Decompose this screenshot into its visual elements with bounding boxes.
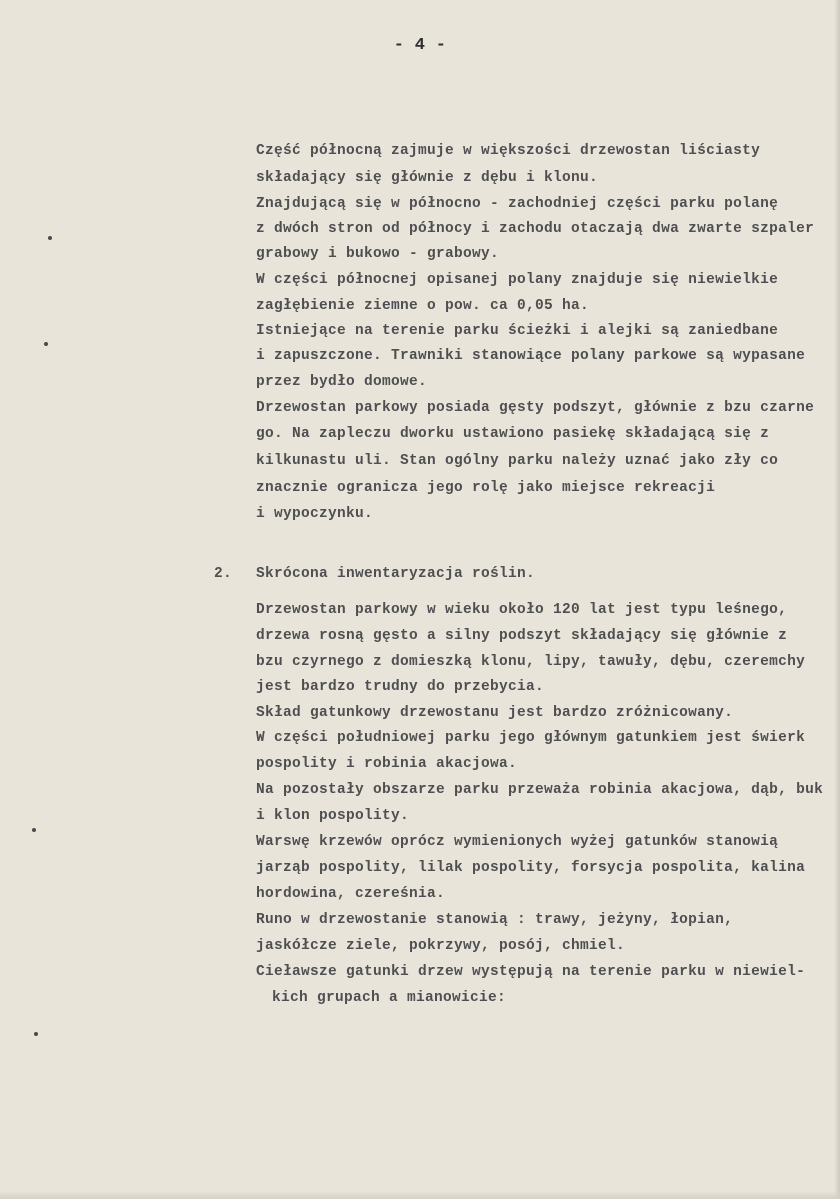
text-line: W części północnej opisanej polany znajduje się niewielkie [256,272,779,288]
text-line: kich grupach a mianowicie: [272,990,507,1006]
binding-hole-mark [34,1032,38,1036]
text-line: jaskółcze ziele, pokrzywy, posój, chmiel. [256,938,626,954]
text-line: Na pozostały obszarze parku przeważa robinia akacjowa, dąb, buk [256,782,824,798]
text-line: pospolity i robinia akacjowa. [256,756,518,772]
text-line: i klon pospolity. [256,808,410,824]
text-line: drzewa rosną gęsto a silny podszyt składający się głównie z [256,628,788,644]
text-line: W części południowej parku jego głównym gatunkiem jest świerk [256,730,806,746]
text-line: bzu czyrnego z domieszką klonu, lipy, tawuły, dębu, czeremchy [256,654,806,670]
text-line: Runo w drzewostanie stanowią : trawy, jeżyny, łopian, [256,912,734,928]
section-title: Skrócona inwentaryzacja roślin. [256,566,536,582]
text-line: Skład gatunkowy drzewostanu jest bardzo zróżnicowany. [256,705,734,721]
text-line: Warswę krzewów oprócz wymienionych wyżej gatunków stanowią [256,834,779,850]
text-line: Znajdującą się w północno - zachodniej części parku polanę [256,196,779,212]
text-line: jest bardzo trudny do przebycia. [256,679,545,695]
page-number: - 4 - [393,36,447,55]
binding-hole-mark [48,236,52,240]
text-line: i zapuszczone. Trawniki stanowiące polany parkowe są wypasane [256,348,806,364]
text-line: Część północną zajmuje w większości drzewostan liściasty [256,143,761,159]
text-line: jarząb pospolity, lilak pospolity, forsycja pospolita, kalina [256,860,806,876]
text-line: Cieławsze gatunki drzew występują na terenie parku w niewiel- [256,964,806,980]
text-line: z dwóch stron od północy i zachodu otaczają dwa zwarte szpaler [256,221,815,237]
text-line: grabowy i bukowo - grabowy. [256,246,500,262]
binding-hole-mark [44,342,48,346]
section-number: 2. [214,566,233,582]
text-line: Istniejące na terenie parku ścieżki i alejki są zaniedbane [256,323,779,339]
text-line: Drzewostan parkowy w wieku około 120 lat jest typu leśnego, [256,602,788,618]
text-line: znacznie ogranicza jego rolę jako miejsce rekreacji [256,480,716,496]
binding-hole-mark [32,828,36,832]
text-line: Drzewostan parkowy posiada gęsty podszyt, głównie z bzu czarne [256,400,815,416]
text-line: kilkunastu uli. Stan ogólny parku należy uznać jako zły co [256,453,779,469]
page-bottom-shadow [0,1191,840,1199]
text-line: zagłębienie ziemne o pow. ca 0,05 ha. [256,298,590,314]
text-line: składający się głównie z dębu i klonu. [256,170,599,186]
page-edge-shadow [834,0,840,1199]
text-line: przez bydło domowe. [256,374,428,390]
text-line: go. Na zapleczu dworku ustawiono pasiekę składającą się z [256,426,770,442]
text-line: hordowina, czereśnia. [256,886,446,902]
text-line: i wypoczynku. [256,506,374,522]
